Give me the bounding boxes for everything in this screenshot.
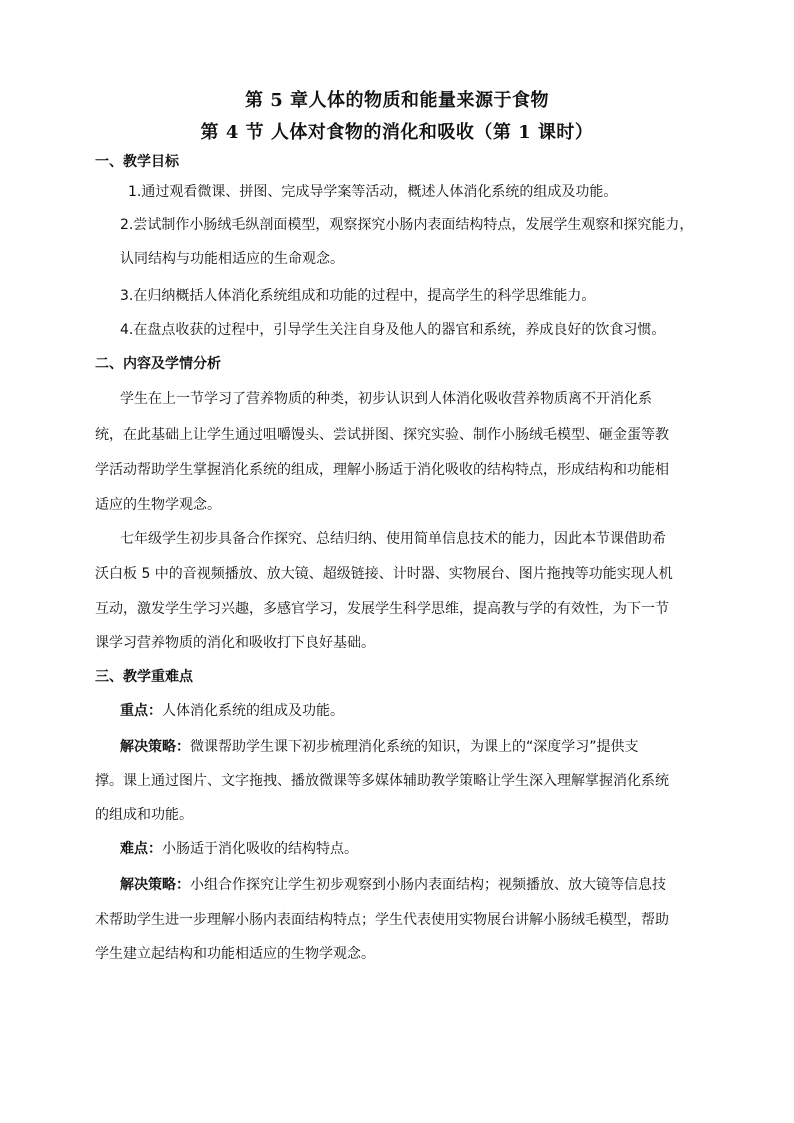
solution2-line-1 (120, 874, 666, 894)
goal-item-3: 3.在归纳概括人体消化系统组成和功能的过程中，提高学生的科学思维能力。 (120, 288, 596, 304)
solution2-label: 解决策略： (120, 877, 190, 893)
solution1-label: 解决策略： (120, 739, 190, 755)
analysis-p1-line-2: 统，在此基础上让学生通过咀嚼馒头、尝试拼图、探究实验、制作小肠绒毛模型、砸金蛋等教 (95, 427, 669, 443)
analysis-p2-line-2: 沃白板 5 中的音视频播放、放大镜、超级链接、计时器、实物展台、图片拖拽等功能实现人机 (95, 566, 673, 582)
solution1-line-1 (120, 736, 639, 756)
solution2-text-1: 小组合作探究让学生初步观察到小肠内表面结构；视频播放、放大镜等信息技 (190, 877, 666, 893)
solution1-line-2: 撑。课上通过图片、文字拖拽、播放微课等多媒体辅助教学策略让学生深入理解掌握消化系统 (95, 773, 669, 789)
goals-heading: 一、教学目标 (95, 154, 179, 170)
analysis-p1-line-3: 学活动帮助学生掌握消化系统的组成，理解小肠适于消化吸收的结构特点，形成结构和功能相 (95, 462, 669, 478)
analysis-p2-line-1: 七年级学生初步具备合作探究、总结归纳、使用简单信息技术的能力，因此本节课借助希 (120, 531, 666, 547)
goal-item-2: 2.尝试制作小肠绒毛纵剖面模型，观察探究小肠内表面结构特点，发展学生观察和探究能力， (120, 217, 694, 233)
key-point (120, 700, 344, 720)
analysis-p1-line-1: 学生在上一节学习了营养物质的种类，初步认识到人体消化吸收营养物质离不开消化系 (120, 391, 652, 407)
goal-item-1: 1.通过观看微课、拼图、完成导学案等活动，概述人体消化系统的组成及功能。 (128, 184, 618, 200)
solution1-text-1: 微课帮助学生课下初步梳理消化系统的知识，为课上的“深度学习”提供支 (190, 739, 639, 755)
analysis-p2-line-4: 课学习营养物质的消化和吸收打下良好基础。 (95, 635, 375, 651)
section-title: 第 4 节 人体对食物的消化和吸收（第 1 课时） (200, 122, 594, 143)
key-text: 人体消化系统的组成及功能。 (162, 703, 344, 719)
goal-item-2-cont: 认同结构与功能相适应的生命观念。 (120, 251, 344, 267)
difficulty-label: 难点： (120, 841, 162, 857)
analysis-heading: 二、内容及学情分析 (95, 356, 221, 372)
solution2-line-2: 术帮助学生进一步理解小肠内表面结构特点；学生代表使用实物展台讲解小肠绒毛模型，帮助 (95, 912, 669, 928)
goal-item-4: 4.在盘点收获的过程中，引导学生关注自身及他人的器官和系统，养成良好的饮食习惯。 (120, 322, 666, 338)
chapter-title: 第 5 章人体的物质和能量来源于食物 (244, 90, 550, 111)
key-label: 重点： (120, 703, 162, 719)
solution2-line-3: 学生建立起结构和功能相适应的生物学观念。 (95, 946, 375, 962)
difficulty-text: 小肠适于消化吸收的结构特点。 (162, 841, 358, 857)
analysis-p2-line-3: 互动，激发学生学习兴趣，多感官学习，发展学生科学思维，提高教与学的有效性，为下一节 (95, 601, 669, 617)
difficulty-point (120, 838, 358, 858)
solution1-line-3: 的组成和功能。 (95, 807, 193, 823)
analysis-p1-line-4: 适应的生物学观念。 (95, 497, 221, 513)
key-heading: 三、教学重难点 (95, 669, 193, 685)
